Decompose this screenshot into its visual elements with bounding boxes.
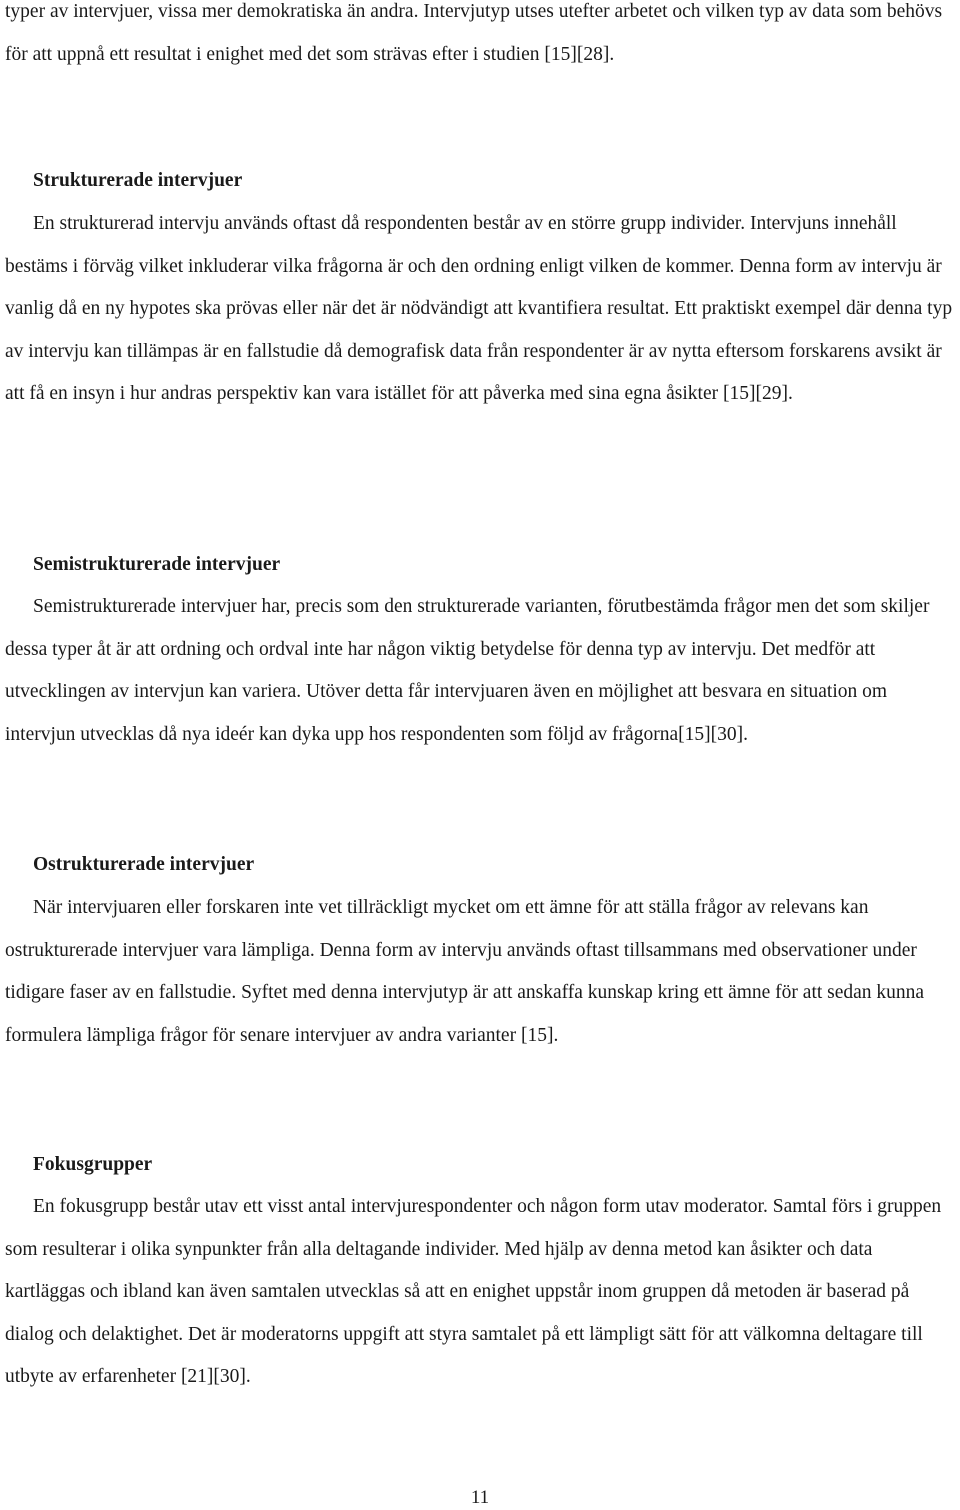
section-body-semistrukturerade xyxy=(5,586,955,756)
section-body-text: När intervjuaren eller forskaren inte vet tillräckligt mycket om ett ämne för att ställa frågor av relevans kan ostrukturerade intervjuer vara lämpliga. Denna form av intervju används oftast tillsammans med observationer under tidigare faser av en fallstudie. Syftet med denna intervjutyp är att anskaffa kunskap kring ett ämne för att sedan kunna formulera lämpliga frågor för senare intervjuer av andra varianter [15]. xyxy=(5,897,925,1046)
section-heading-fokusgrupper: Fokusgrupper xyxy=(33,1154,153,1175)
section-heading-strukturerade: Strukturerade intervjuer xyxy=(33,170,243,191)
intro-paragraph: typer av intervjuer, vissa mer demokratiska än andra. Intervjutyp utses utefter arbetet och vilken typ av data som behövs för att uppnå ett resultat i enighet med det som strävas efter i studien [15][28]. xyxy=(5,1,943,65)
section-heading-ostrukturerade: Ostrukturerade intervjuer xyxy=(33,854,255,875)
section-body-text: En fokusgrupp består utav ett visst antal intervjurespondenter och någon form utav moderator. Samtal förs i gruppen som resulterar i olika synpunkter från alla deltagande individer. Med hjälp av denna metod kan åsikter och data kartläggas och ibland kan även samtalen utvecklas så att en enighet uppstår inom gruppen då metoden är baserad på dialog och delaktighet. Det är moderatorns uppgift att styra samtalet på ett lämpligt sätt för att välkomna deltagare till utbyte av erfarenheter [21][30]. xyxy=(5,1196,942,1387)
section-body-text: En strukturerad intervju används oftast då respondenten består av en större grupp individer. Intervjuns innehåll bestäms i förväg vilket inkluderar vilka frågorna är och den ordning enligt vilken de kommer. Denna form av intervju är vanlig då en ny hypotes ska prövas eller när det är nödvändigt att kvantifiera resultat. Ett praktiskt exempel där denna typ av intervju kan tillämpas är en fallstudie då demografisk data från respondenter är av nytta eftersom forskarens avsikt är att få en insyn i hur andras perspektiv kan vara istället för att påverka med sina egna åsikter [15][29]. xyxy=(5,213,953,404)
section-body-fokusgrupper xyxy=(5,1186,955,1399)
section-heading-semistrukturerade: Semistrukturerade intervjuer xyxy=(33,554,281,575)
section-body-text: Semistrukturerade intervjuer har, precis som den strukturerade varianten, förutbestämda frågor men det som skiljer dessa typer åt är att ordning och ordval inte har någon viktig betydelse för denna typ av intervju. Det medför att utvecklingen av intervjun kan variera. Utöver detta får intervjuaren även en möjlighet att besvara en situation om intervjun utvecklas då nya ideér kan dyka upp hos respondenten som följd av frågorna[15][30]. xyxy=(5,596,930,745)
page-number: 11 xyxy=(470,1487,490,1508)
section-body-ostrukturerade xyxy=(5,887,955,1057)
section-body-strukturerade xyxy=(5,203,955,416)
